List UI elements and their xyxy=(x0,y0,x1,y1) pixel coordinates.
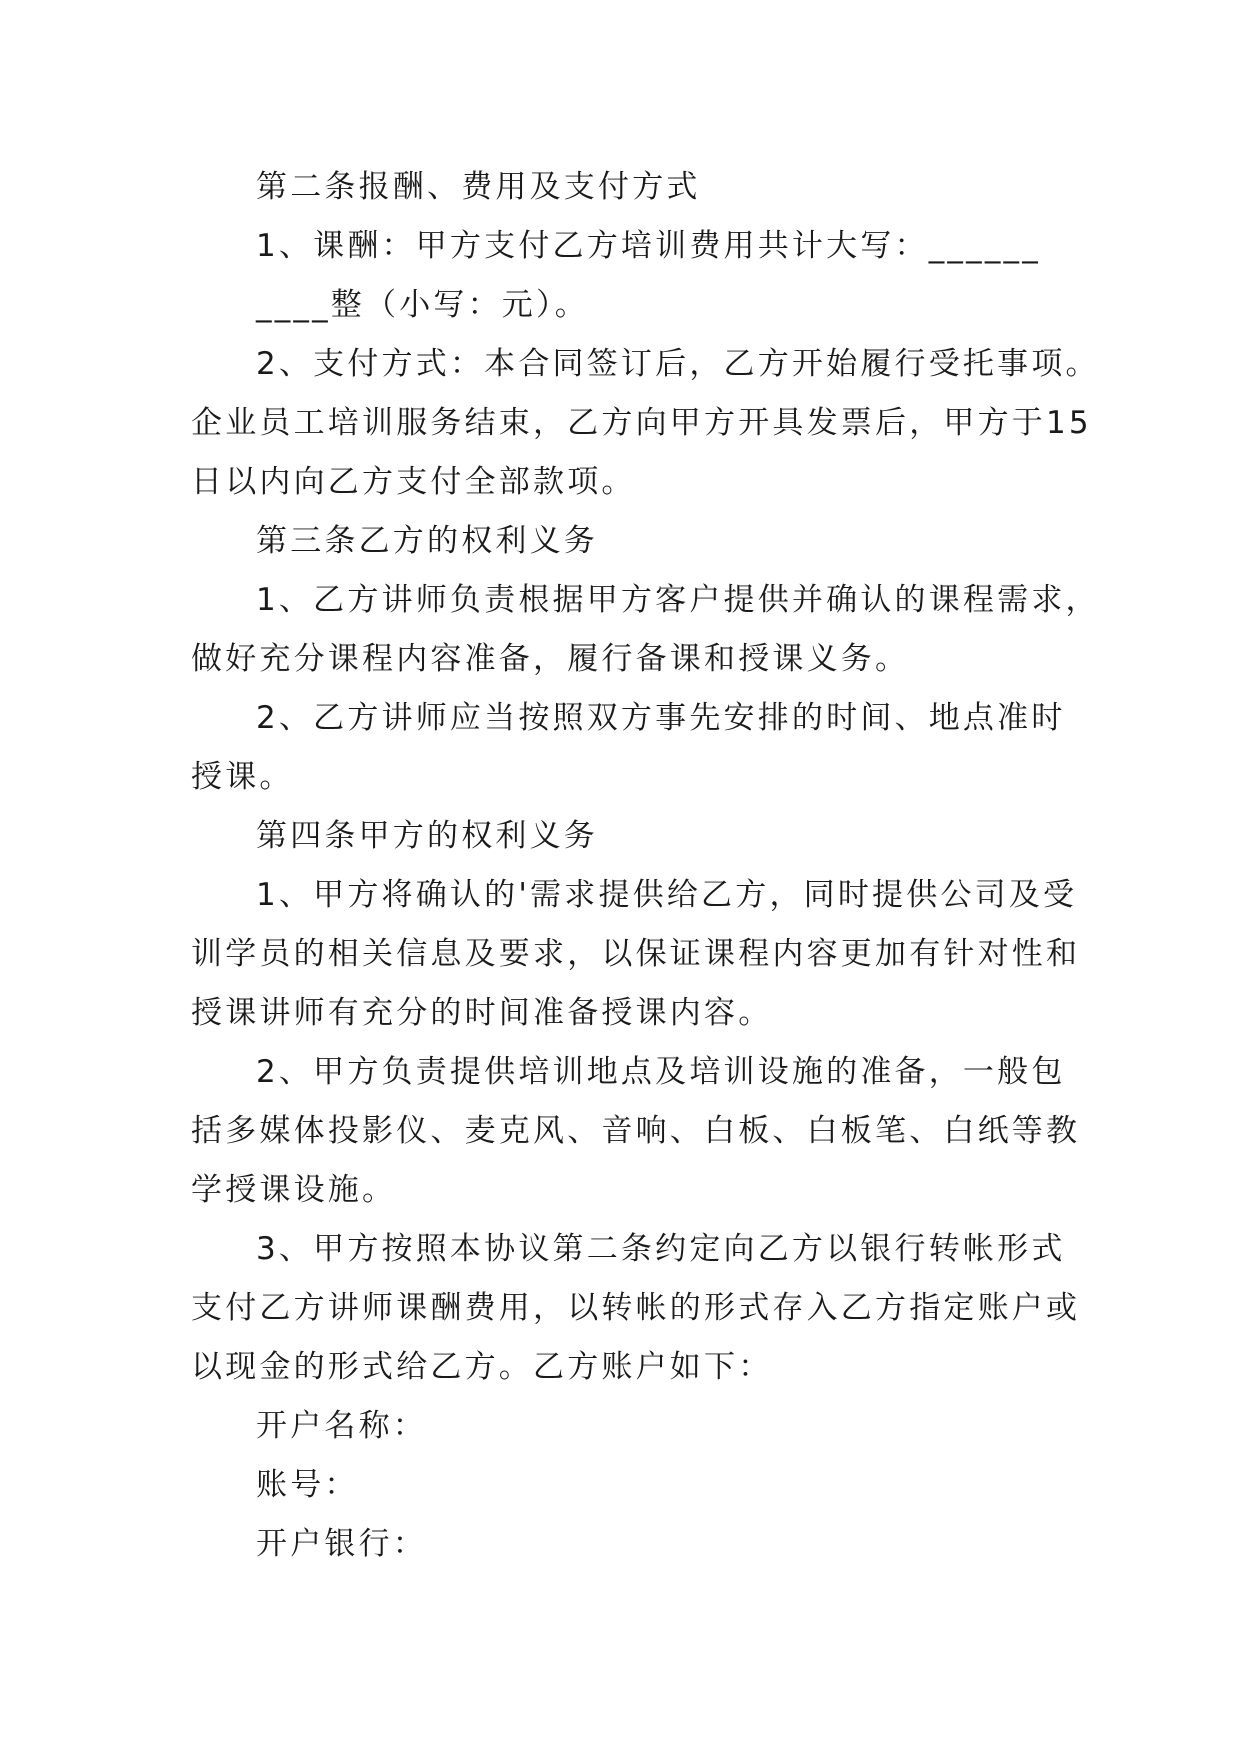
paragraph-line: 授课讲师有充分的时间准备授课内容。 xyxy=(191,995,773,1031)
document-body xyxy=(191,158,1100,1574)
paragraph-line: 1、乙方讲师负责根据甲方客户提供并确认的课程需求， xyxy=(256,582,1100,618)
account-name-label: 开户名称： xyxy=(256,1408,427,1444)
paragraph-line: 做好充分课程内容准备，履行备课和授课义务。 xyxy=(191,641,910,677)
paragraph-line: 授课。 xyxy=(191,759,294,795)
paragraph-line: 以现金的形式给乙方。乙方账户如下： xyxy=(191,1349,773,1385)
paragraph-line: 1、课酬：甲方支付乙方培训费用共计大写：______ xyxy=(256,228,1041,264)
paragraph-line: 学授课设施。 xyxy=(191,1172,397,1208)
paragraph-line: 日以内向乙方支付全部款项。 xyxy=(191,464,636,500)
paragraph-line: ____整（小写：元）。 xyxy=(256,287,589,323)
account-bank-label: 开户银行： xyxy=(256,1526,427,1562)
paragraph-line: 3、甲方按照本协议第二条约定向乙方以银行转帐形式 xyxy=(256,1231,1066,1267)
paragraph-line: 2、甲方负责提供培训地点及培训设施的准备，一般包 xyxy=(256,1054,1066,1090)
section-heading-4: 第四条甲方的权利义务 xyxy=(256,818,598,854)
paragraph-line: 支付乙方讲师课酬费用，以转帐的形式存入乙方指定账户或 xyxy=(191,1290,1081,1326)
paragraph-line: 括多媒体投影仪、麦克风、音响、白板、白板笔、白纸等教 xyxy=(191,1113,1081,1149)
paragraph-line: 1、甲方将确认的'需求提供给乙方，同时提供公司及受 xyxy=(256,877,1078,913)
account-number-label: 账号： xyxy=(256,1467,359,1503)
paragraph-line: 2、支付方式：本合同签订后，乙方开始履行受托事项。 xyxy=(256,346,1100,382)
section-heading-3: 第三条乙方的权利义务 xyxy=(256,523,598,559)
paragraph-line: 企业员工培训服务结束，乙方向甲方开具发票后，甲方于15 xyxy=(191,405,1092,441)
paragraph-line: 训学员的相关信息及要求，以保证课程内容更加有针对性和 xyxy=(191,936,1081,972)
section-heading-2: 第二条报酬、费用及支付方式 xyxy=(256,169,701,205)
paragraph-line: 2、乙方讲师应当按照双方事先安排的时间、地点准时 xyxy=(256,700,1066,736)
